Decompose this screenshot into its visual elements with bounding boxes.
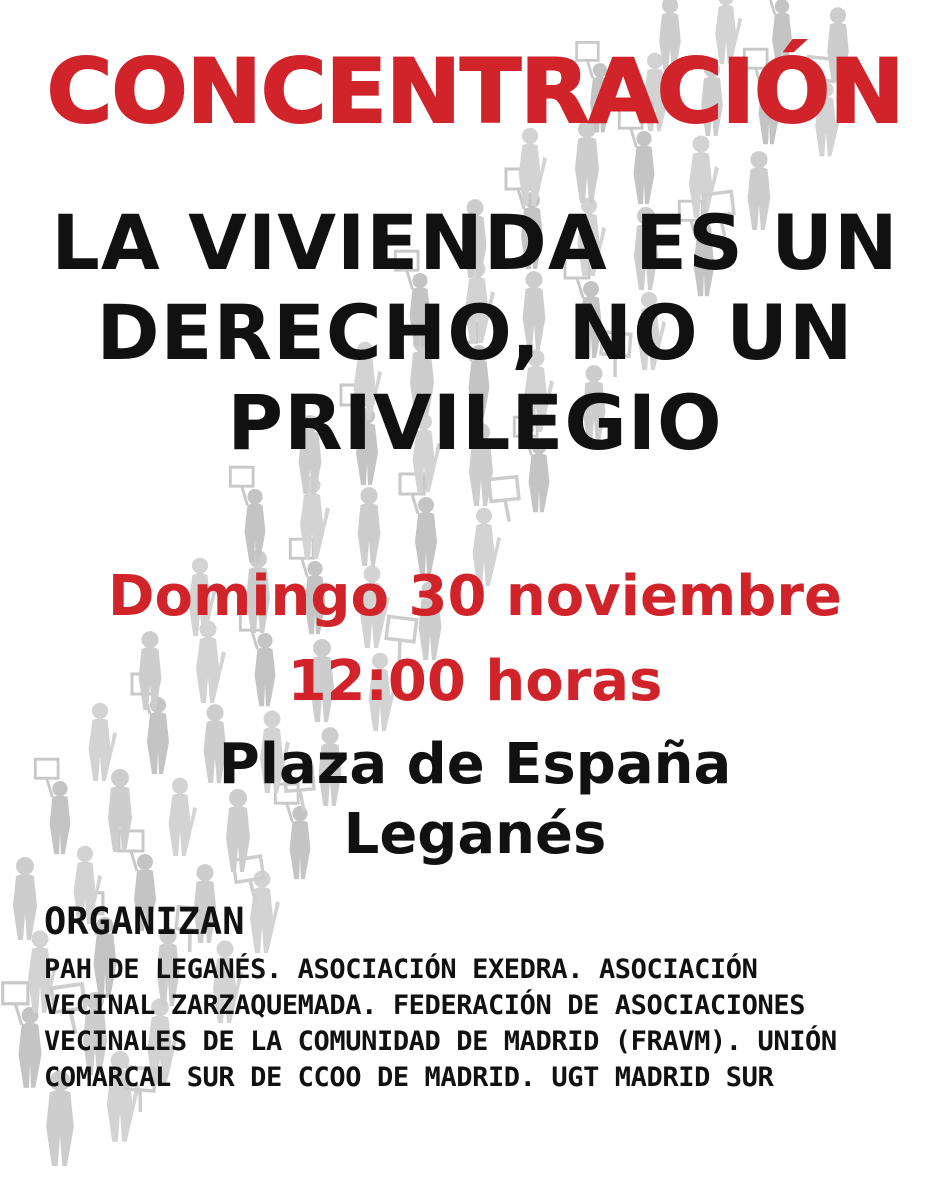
event-date: Domingo 30 noviembre xyxy=(108,564,842,629)
organizers-list xyxy=(44,952,924,1096)
organizers-line-4: COMARCAL SUR DE CCOO DE MADRID. UGT MADRID SUR xyxy=(44,1062,774,1094)
event-time: 12:00 horas xyxy=(287,649,663,714)
slogan-line-2: DERECHO, NO UN xyxy=(96,288,854,377)
poster-headline: CONCENTRACIÓN xyxy=(46,40,904,143)
organizers-title: ORGANIZAN xyxy=(44,900,245,943)
poster-slogan xyxy=(0,198,950,475)
organizers-block xyxy=(44,900,924,1096)
event-location xyxy=(0,730,950,870)
slogan-line-3: PRIVILEGIO xyxy=(227,378,723,467)
location-line-2: Leganés xyxy=(343,802,607,867)
location-line-1: Plaza de España xyxy=(218,732,732,797)
organizers-line-2: VECINAL ZARZAQUEMADA. FEDERACIÓN DE ASOCIACIONES xyxy=(44,990,806,1022)
organizers-line-1: PAH DE LEGANÉS. ASOCIACIÓN EXEDRA. ASOCIACIÓN xyxy=(44,954,758,986)
organizers-line-3: VECINALES DE LA COMUNIDAD DE MADRID (FRAVM). UNIÓN xyxy=(44,1026,837,1058)
slogan-line-1: LA VIVIENDA ES UN xyxy=(51,198,899,287)
